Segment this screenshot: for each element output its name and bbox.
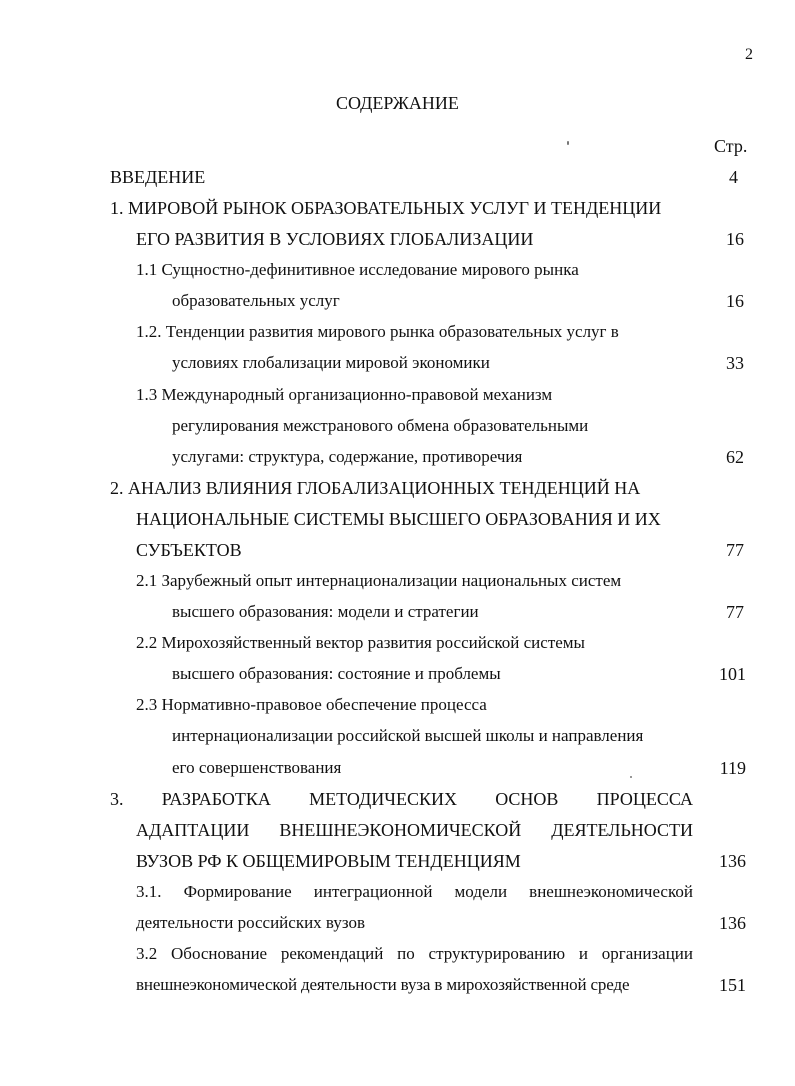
toc-page-number: 119: [719, 758, 746, 778]
toc-page-number: 33: [726, 353, 744, 373]
toc-word: по: [397, 944, 415, 963]
toc-word: ДЕЯТЕЛЬНОСТИ: [551, 820, 693, 840]
scan-speck: [567, 141, 569, 145]
toc-text-line: [136, 882, 693, 902]
toc-text-line: 1.3 Международный организационно-правовой механизм: [136, 385, 553, 404]
toc-word: ОСНОВ: [495, 789, 559, 809]
toc-text-line: СУБЪЕКТОВ: [136, 540, 242, 560]
page-title: СОДЕРЖАНИЕ: [336, 93, 459, 113]
toc-text-line: [110, 789, 693, 810]
toc-page-number: 101: [719, 664, 746, 684]
toc-word: 3.2: [136, 944, 158, 963]
toc-word: Обоснование: [171, 944, 268, 963]
toc-text-line: НАЦИОНАЛЬНЫЕ СИСТЕМЫ ВЫСШЕГО ОБРАЗОВАНИЯ И ИХ: [136, 509, 661, 529]
toc-text-line: высшего образования: модели и стратегии: [172, 602, 479, 621]
toc-word: АДАПТАЦИИ: [136, 820, 250, 840]
toc-word: МЕТОДИЧЕСКИХ: [309, 789, 457, 809]
toc-text-line: деятельности российских вузов: [136, 913, 366, 932]
toc-word: и: [578, 944, 588, 963]
toc-text-line: 1.1 Сущностно-дефинитивное исследование мирового рынка: [136, 260, 579, 279]
toc-page-number: 4: [729, 167, 738, 187]
toc-word: организации: [601, 944, 693, 963]
toc-word: модели: [454, 882, 508, 901]
toc-word: структурированию: [428, 944, 566, 963]
toc-text-line: 1. МИРОВОЙ РЫНОК ОБРАЗОВАТЕЛЬНЫХ УСЛУГ И ТЕНДЕНЦИИ: [110, 198, 662, 218]
toc-text-line: образовательных услуг: [172, 291, 340, 310]
toc-text-line: 2.2 Мирохозяйственный вектор развития российской системы: [136, 633, 585, 652]
toc-text: ВВЕДЕНИЕ: [110, 167, 206, 187]
toc-text-line: интернационализации российской высшей школы и направления: [172, 726, 644, 745]
toc-word: 3.: [110, 789, 124, 809]
toc-text-line: 2.1 Зарубежный опыт интернационализации национальных систем: [136, 571, 622, 590]
toc-page-number: 151: [719, 975, 746, 995]
toc-text-line: условиях глобализации мировой экономики: [172, 353, 490, 372]
toc-word: внешнеэкономической: [529, 882, 693, 901]
toc-page-number: 136: [719, 851, 746, 871]
toc-text-line: ЕГО РАЗВИТИЯ В УСЛОВИЯХ ГЛОБАЛИЗАЦИИ: [136, 229, 534, 249]
toc-page-number: 62: [726, 447, 744, 467]
toc-word: рекомендаций: [280, 944, 384, 963]
toc-page-number: 77: [726, 602, 744, 622]
toc-word: ВНЕШНЕЭКОНОМИЧЕСКОЙ: [279, 820, 522, 840]
toc-text-line: [136, 944, 693, 964]
toc-word: интеграционной: [313, 882, 433, 901]
toc-text-line: регулирования межстранового обмена образовательными: [172, 416, 589, 435]
toc-word: РАЗРАБОТКА: [161, 789, 271, 809]
toc-text-line: ВУЗОВ РФ К ОБЩЕМИРОВЫМ ТЕНДЕНЦИЯМ: [136, 851, 521, 871]
toc-page-number: 77: [726, 540, 744, 560]
toc-page-number: 16: [726, 229, 744, 249]
toc-text-line: 2.3 Нормативно-правовое обеспечение процесса: [136, 695, 487, 714]
toc-text-line: услугами: структура, содержание, противоречия: [172, 447, 523, 466]
toc-word: Формирование: [183, 882, 292, 901]
toc-text-line: 2. АНАЛИЗ ВЛИЯНИЯ ГЛОБАЛИЗАЦИОННЫХ ТЕНДЕНЦИЙ НА: [110, 478, 641, 498]
toc-page-number: 136: [719, 913, 746, 933]
toc-word: 3.1.: [136, 882, 162, 901]
scan-speck: [630, 776, 632, 778]
toc-text-line: [136, 820, 693, 841]
toc-text-line: его совершенствования: [172, 758, 342, 777]
toc-text-line: внешнеэкономической деятельности вуза в мирохозяйственной среде: [136, 975, 630, 994]
toc-text-line: высшего образования: состояние и проблемы: [172, 664, 501, 683]
page-number: 2: [745, 46, 753, 63]
toc-page-number: 16: [726, 291, 744, 311]
toc-text-line: 1.2. Тенденции развития мирового рынка образовательных услуг в: [136, 322, 619, 341]
page-column-header: Стр.: [714, 136, 748, 156]
toc-word: ПРОЦЕССА: [596, 789, 693, 809]
